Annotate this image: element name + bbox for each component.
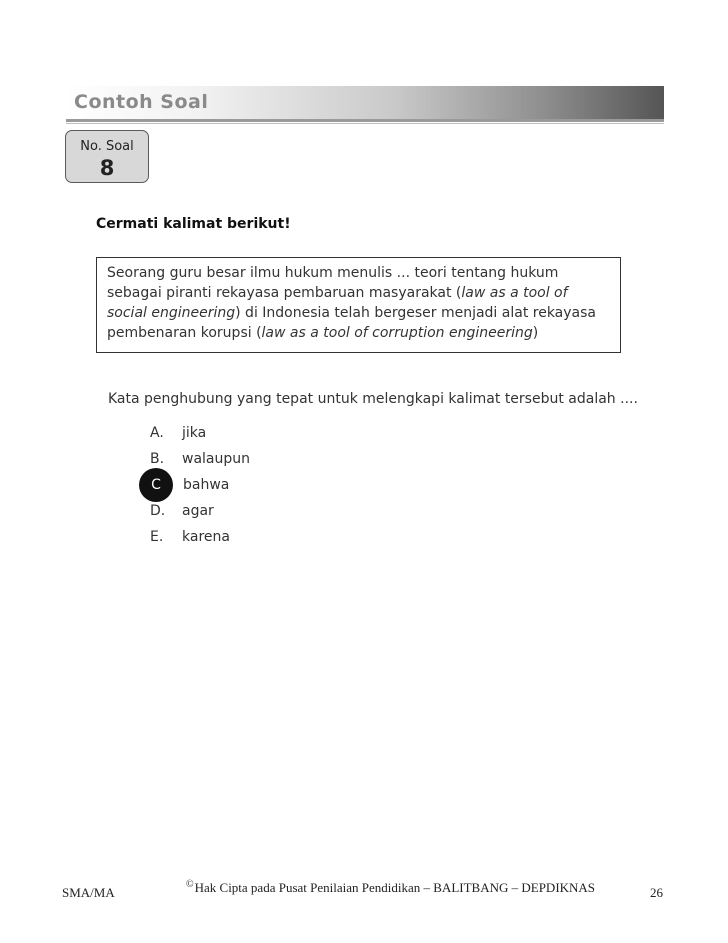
- passage-line-2: [107, 283, 610, 303]
- selected-answer-marker: C: [139, 468, 173, 502]
- option-text: agar: [182, 503, 214, 519]
- passage-line-1: [107, 263, 610, 283]
- option-letter: B.: [150, 451, 165, 467]
- footer-level: SMA/MA: [62, 885, 115, 900]
- instruction-text: Cermati kalimat berikut!: [96, 216, 291, 232]
- option-letter: E.: [150, 529, 164, 545]
- option-text: karena: [182, 529, 230, 545]
- passage-italic-text: social engineering: [107, 305, 236, 321]
- passage-text: ) di Indonesia telah bergeser menjadi alat rekayasa: [235, 305, 596, 321]
- passage-text: sebagai piranti rekayasa pembaruan masyarakat (: [107, 285, 462, 301]
- passage-line-3: [107, 303, 610, 323]
- copyright-symbol: ©: [186, 879, 194, 890]
- question-number: 8: [99, 156, 115, 180]
- passage-box: [96, 257, 621, 353]
- question-text: Kata penghubung yang tepat untuk melengkapi kalimat tersebut adalah ....: [108, 391, 638, 407]
- passage-text: Seorang guru besar ilmu hukum menulis ... teori tentang hukum: [107, 265, 559, 281]
- section-header: [66, 86, 664, 122]
- passage-italic-text: law as a tool of corruption engineering: [261, 325, 533, 341]
- option-text: bahwa: [183, 477, 230, 493]
- passage-text: ): [532, 325, 539, 341]
- question-number-label: No. Soal: [80, 139, 134, 154]
- question-number-box: [65, 130, 149, 183]
- page-number: 26: [650, 885, 663, 900]
- header-divider: [66, 123, 664, 124]
- option-letter: A.: [150, 425, 164, 441]
- option-text: walaupun: [182, 451, 251, 467]
- passage-italic-text: law as a tool of: [461, 285, 568, 301]
- option-letter: D.: [150, 503, 166, 519]
- passage-line-4: [107, 323, 610, 343]
- section-title: Contoh Soal: [74, 91, 209, 113]
- passage-text: pembenaran korupsi (: [107, 325, 262, 341]
- option-text: jika: [182, 425, 207, 441]
- copyright-text: Hak Cipta pada Pusat Penilaian Pendidikan – BALITBANG – DEPDIKNAS: [194, 880, 596, 895]
- footer-copyright: [186, 880, 595, 896]
